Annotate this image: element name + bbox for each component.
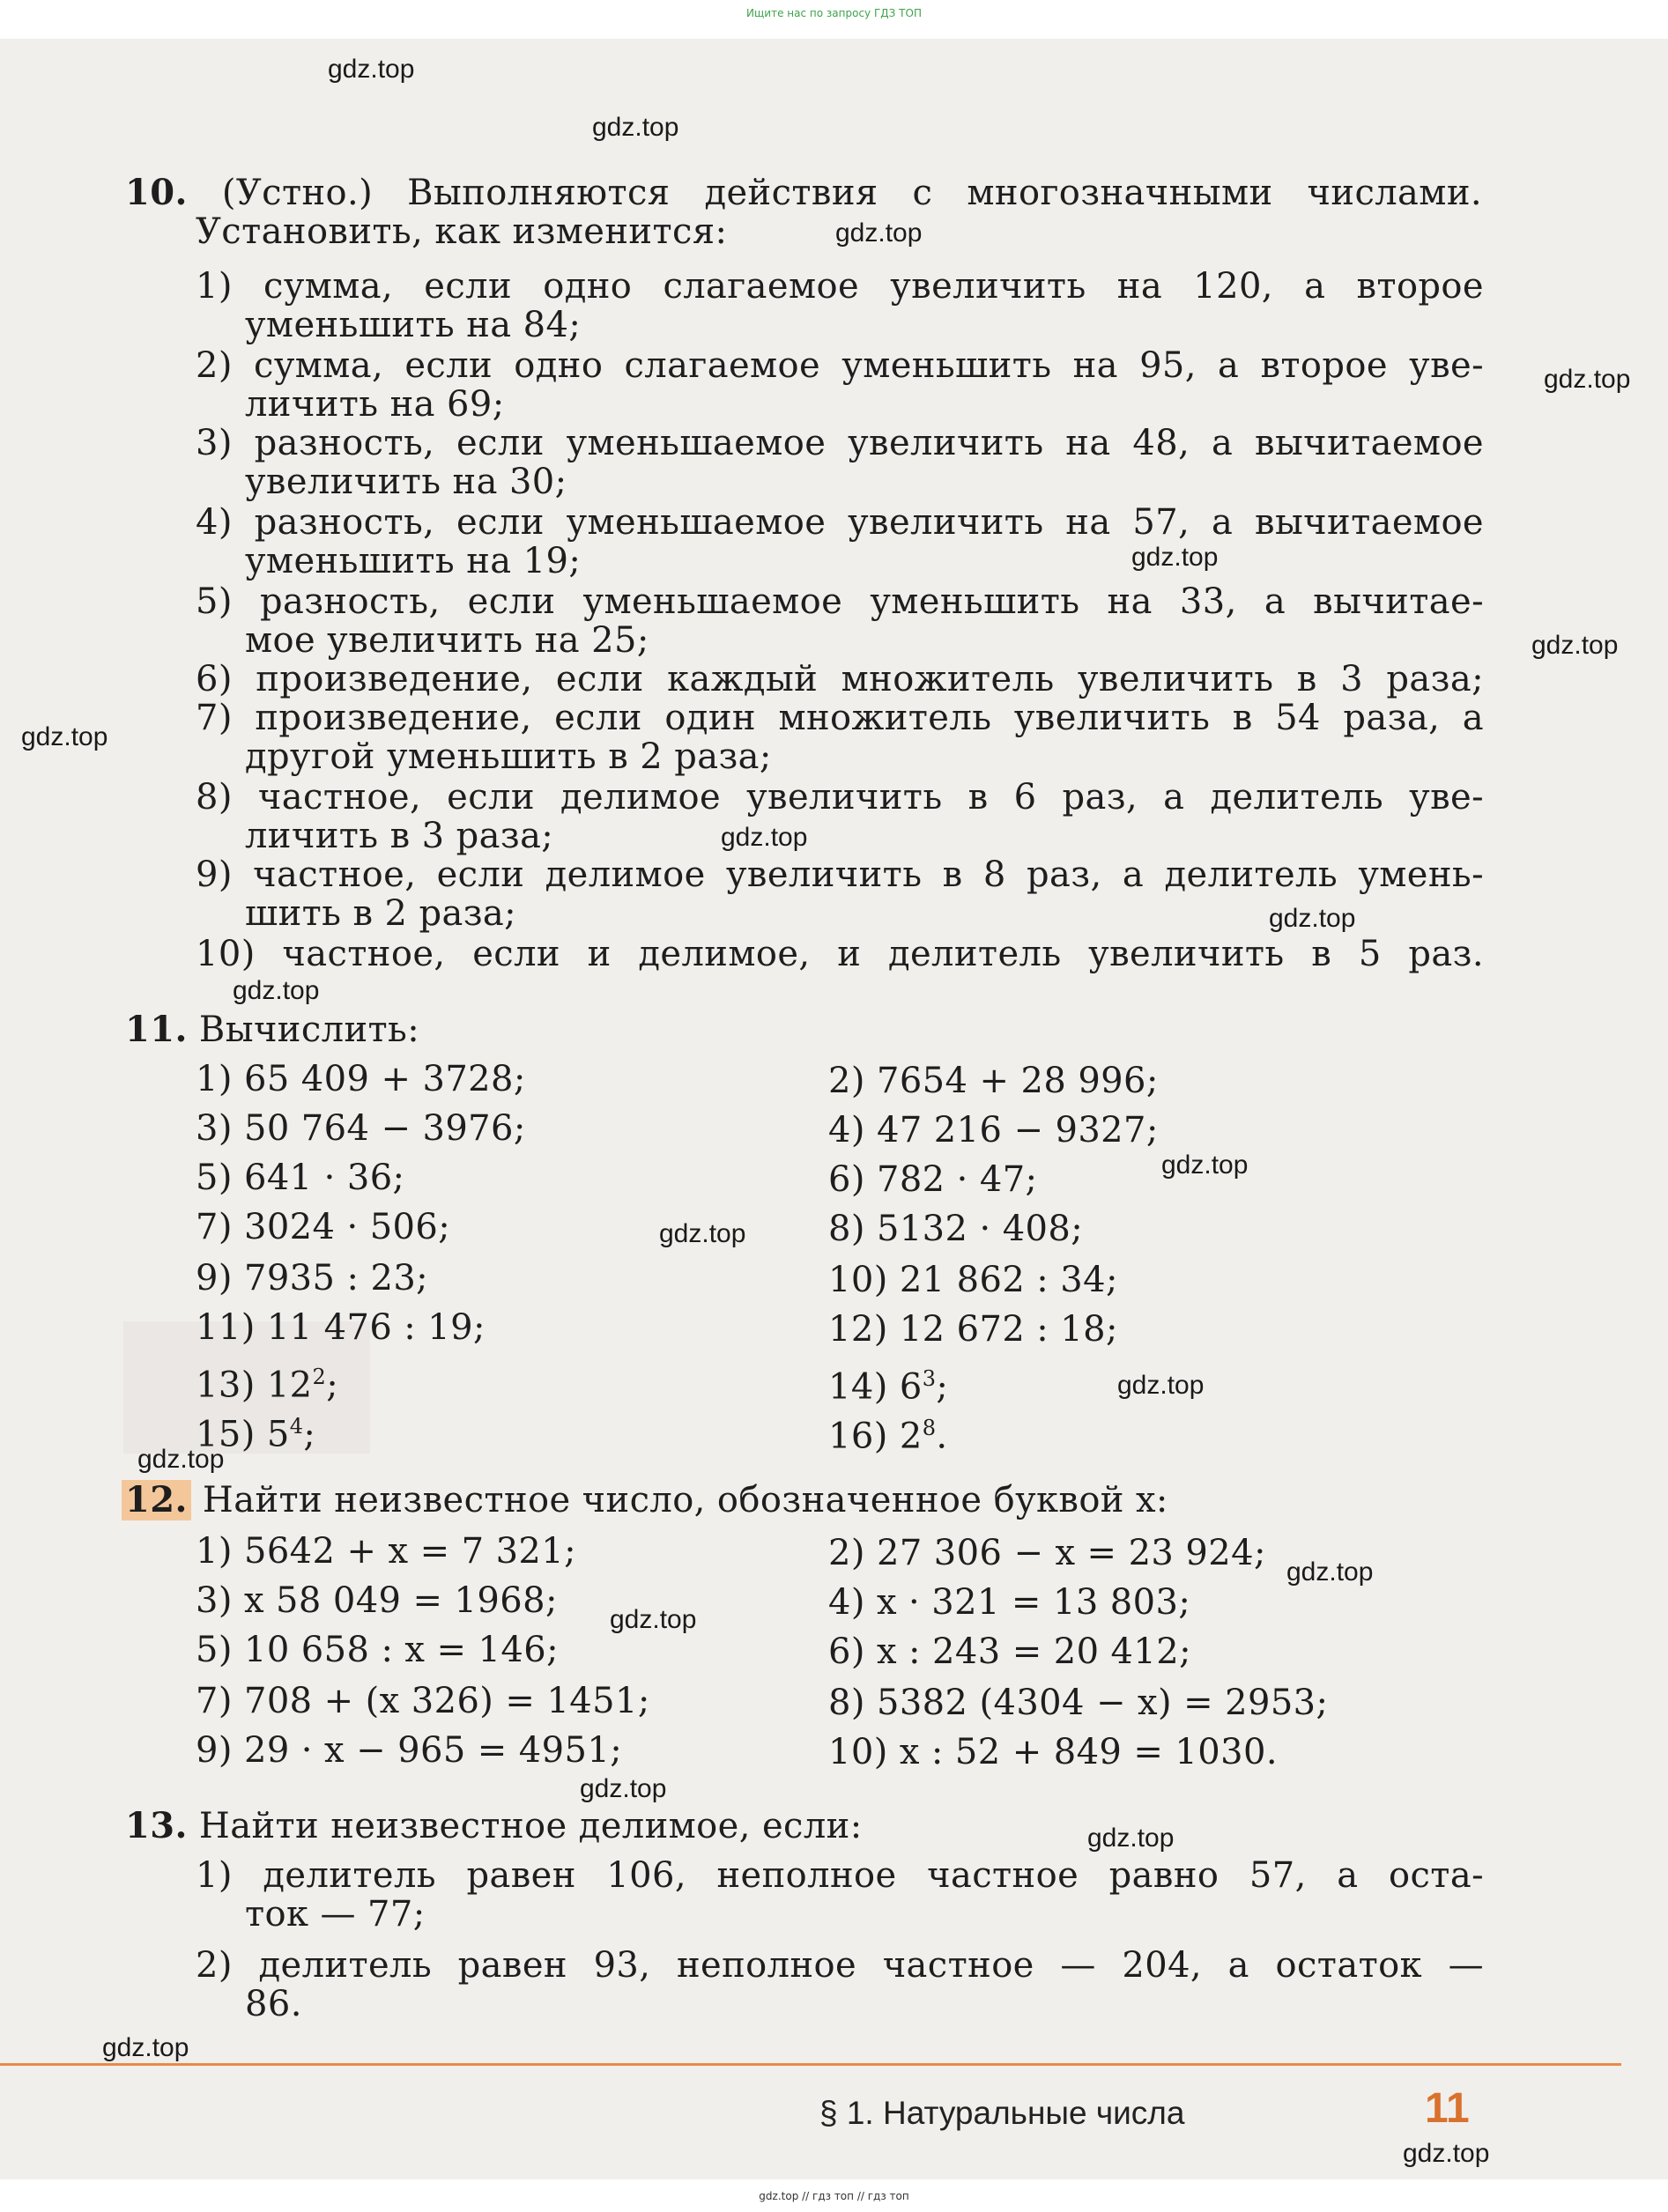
watermark: gdz.top: [610, 1605, 697, 1634]
task11-left-item: 7) 3024 · 506;: [196, 1207, 451, 1247]
task10-intro-line2: Установить, как изменится:: [196, 211, 728, 252]
task12-right-item: 2) 27 306 − x = 23 924;: [828, 1533, 1266, 1573]
task12-title: Найти неизвестное число, обозначенное буквой x:: [202, 1480, 1168, 1520]
power-end: .: [936, 1416, 948, 1457]
watermark: gdz.top: [137, 1445, 225, 1474]
power-label: 15): [196, 1414, 267, 1455]
task11-left-item: 11) 11 476 : 19;: [196, 1307, 486, 1348]
footer-rule: [0, 2063, 1621, 2066]
task12-left-item: 1) 5642 + x = 7 321;: [196, 1531, 577, 1572]
power-base: 2: [899, 1416, 923, 1457]
task13-heading: [125, 1806, 863, 1846]
task10-intro-line1: [125, 173, 1482, 213]
task12-right-item: 6) x : 243 = 20 412;: [828, 1631, 1191, 1672]
task10-item-2-line2: личить на 69;: [245, 384, 505, 425]
watermark: gdz.top: [1544, 365, 1631, 394]
bottom-banner-text[interactable]: gdz.top // гдз топ // гдз топ: [759, 2190, 909, 2202]
watermark: gdz.top: [721, 823, 808, 852]
power-base: 12: [266, 1365, 313, 1406]
task10-item-7-line1: 7) произведение, если один множитель увеличить в 54 раза, а: [196, 698, 1484, 738]
task11-right-item: 2) 7654 + 28 996;: [828, 1061, 1159, 1101]
power-end: ;: [326, 1365, 339, 1406]
task12-right-item: 4) x · 321 = 13 803;: [828, 1582, 1191, 1623]
task11-left-item: 1) 65 409 + 3728;: [196, 1059, 526, 1099]
watermark: gdz.top: [102, 2033, 189, 2062]
task11-right-item: 6) 782 · 47;: [828, 1159, 1038, 1200]
task11-left-item: 9) 7935 : 23;: [196, 1258, 429, 1298]
task10-item-5-line2: мое увеличить на 25;: [245, 620, 649, 661]
watermark: gdz.top: [592, 113, 679, 142]
task12-heading: [122, 1480, 1168, 1520]
watermark: gdz.top: [580, 1774, 667, 1803]
task11-title: Вычислить:: [198, 1010, 420, 1050]
power-exponent: 3: [922, 1366, 937, 1391]
task11-number: 11.: [125, 1009, 188, 1050]
watermark: gdz.top: [1531, 631, 1619, 660]
power-label: 14): [828, 1366, 900, 1408]
task12-right-item: 10) x : 52 + 849 = 1030.: [828, 1732, 1278, 1772]
task10-item-9-line1: 9) частное, если делимое увеличить в 8 раз, а делитель умень-: [196, 854, 1484, 895]
task10-item-9-line2: шить в 2 раза;: [245, 893, 517, 934]
task10-item-1-line2: уменьшить на 84;: [245, 305, 582, 345]
task13-item1-line2: ток — 77;: [245, 1894, 426, 1935]
task10-number: 10.: [125, 172, 188, 213]
bottom-banner: [0, 2179, 1668, 2212]
power-exponent: 8: [922, 1416, 937, 1440]
page-number: 11: [1425, 2085, 1470, 2132]
top-banner-text[interactable]: Ищите нас по запросу ГДЗ ТОП: [746, 7, 922, 19]
task11-right-item: 8) 5132 · 408;: [828, 1209, 1084, 1249]
task10-item-7-line2: другой уменьшить в 2 раза;: [245, 736, 772, 777]
watermark: gdz.top: [1117, 1371, 1205, 1400]
task12-number: 12.: [122, 1480, 191, 1520]
task12-left-item: 3) x 58 049 = 1968;: [196, 1580, 558, 1621]
watermark: gdz.top: [1087, 1824, 1175, 1853]
power-exponent: 4: [289, 1414, 304, 1439]
task10-intro-text: (Устно.) Выполняются действия с многозначными числами.: [221, 173, 1482, 213]
watermark: gdz.top: [21, 722, 108, 751]
task10-item-5-line1: 5) разность, если уменьшаемое уменьшить на 33, а вычитае-: [196, 581, 1484, 622]
watermark: gdz.top: [1403, 2139, 1490, 2168]
power-end: ;: [936, 1366, 949, 1408]
task13-item2-line2: 86.: [245, 1984, 302, 2024]
watermark: gdz.top: [1269, 904, 1356, 933]
task11-right-item: 10) 21 862 : 34;: [828, 1260, 1118, 1300]
task12-left-item: 7) 708 + (x 326) = 1451;: [196, 1681, 650, 1721]
task13-number: 13.: [125, 1805, 188, 1846]
task10-item-8-line1: 8) частное, если делимое увеличить в 6 раз, а делитель уве-: [196, 777, 1484, 817]
task11-left-item: 5) 641 · 36;: [196, 1158, 405, 1198]
task12-right-item: 8) 5382 (4304 − x) = 2953;: [828, 1683, 1329, 1723]
task10-item-1-line1: 1) сумма, если одно слагаемое увеличить на 120, а второе: [196, 266, 1484, 307]
watermark: gdz.top: [328, 55, 415, 84]
top-banner: [0, 0, 1668, 39]
task13-title: Найти неизвестное делимое, если:: [198, 1806, 863, 1846]
power-label: 16): [828, 1416, 900, 1457]
power-end: ;: [303, 1414, 316, 1455]
task10-item-2-line1: 2) сумма, если одно слагаемое уменьшить на 95, а второе уве-: [196, 345, 1484, 386]
task10-item-4-line1: 4) разность, если уменьшаемое увеличить на 57, а вычитаемое: [196, 502, 1484, 543]
task10-item-8-line2: личить в 3 раза;: [245, 816, 554, 856]
watermark: gdz.top: [659, 1219, 746, 1248]
watermark: gdz.top: [1161, 1150, 1249, 1180]
task11-right-power: [828, 1358, 948, 1407]
power-exponent: 2: [312, 1365, 327, 1389]
task13-item2-line1: 2) делитель равен 93, неполное частное — 204, а остаток —: [196, 1945, 1484, 1986]
task10-item-3-line1: 3) разность, если уменьшаемое увеличить на 48, а вычитаемое: [196, 423, 1484, 463]
watermark: gdz.top: [1286, 1557, 1374, 1587]
watermark: gdz.top: [1131, 543, 1219, 572]
task11-left-power: [196, 1357, 338, 1405]
task12-left-item: 5) 10 658 : x = 146;: [196, 1630, 559, 1670]
power-label: 13): [196, 1365, 267, 1406]
task11-right-item: 12) 12 672 : 18;: [828, 1309, 1118, 1350]
task11-heading: [125, 1010, 419, 1050]
watermark: gdz.top: [233, 976, 320, 1005]
task12-left-item: 9) 29 · x − 965 = 4951;: [196, 1730, 623, 1771]
task11-left-item: 3) 50 764 − 3976;: [196, 1108, 526, 1149]
task10-item-3-line2: увеличить на 30;: [245, 462, 567, 502]
task10-item-10-line1: 10) частное, если и делимое, и делитель увеличить в 5 раз.: [196, 934, 1484, 974]
watermark: gdz.top: [835, 218, 923, 248]
task10-item-4-line2: уменьшить на 19;: [245, 541, 582, 581]
task10-item-6-line1: 6) произведение, если каждый множитель увеличить в 3 раза;: [196, 659, 1484, 699]
power-base: 5: [266, 1414, 290, 1455]
footer-section-title: § 1. Натуральные числа: [819, 2095, 1185, 2131]
task13-item1-line1: 1) делитель равен 106, неполное частное равно 57, а оста-: [196, 1855, 1484, 1896]
task11-right-item: 4) 47 216 − 9327;: [828, 1110, 1159, 1150]
task11-right-power: [828, 1408, 947, 1456]
power-base: 6: [899, 1366, 923, 1408]
